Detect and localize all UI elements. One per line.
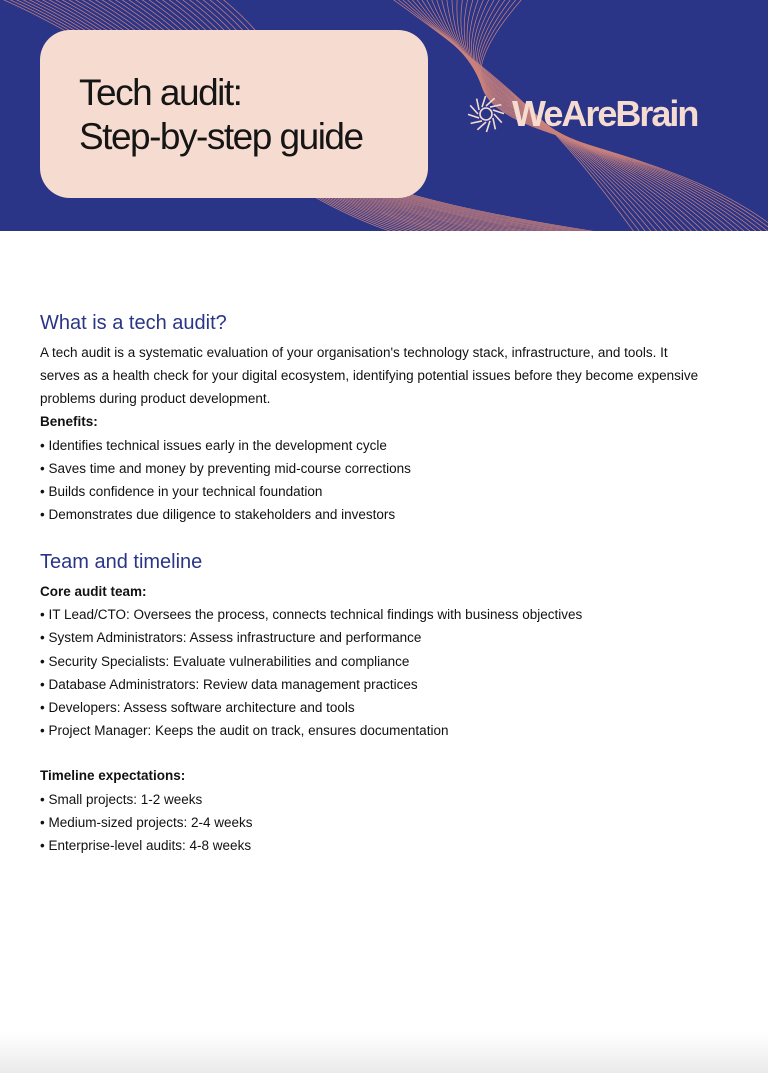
timeline-label: Timeline expectations: xyxy=(40,768,186,783)
intro-line: A tech audit is a systematic evaluation of your organisation's technology stack, infrastructure, and tools. It xyxy=(40,345,668,360)
list-item: • IT Lead/CTO: Oversees the process, connects technical findings with business objectives xyxy=(40,607,583,622)
logo-ray xyxy=(494,114,502,123)
list-item: • Identifies technical issues early in the development cycle xyxy=(40,438,387,453)
list-item: • Project Manager: Keeps the audit on track, ensures documentation xyxy=(40,723,449,738)
list-item: • Enterprise-level audits: 4-8 weeks xyxy=(40,838,252,853)
list-item: • Demonstrates due diligence to stakeholders and investors xyxy=(40,507,396,522)
logo-ray xyxy=(471,121,482,123)
logo-ray xyxy=(490,105,501,107)
list-item: • Developers: Assess software architecture and tools xyxy=(40,700,355,715)
intro-line: problems during product development. xyxy=(40,391,271,406)
header-banner xyxy=(0,0,768,231)
page-bottom-shadow xyxy=(0,1033,768,1073)
logo-ray xyxy=(477,99,479,110)
intro-line: serves as a health check for your digital ecosystem, identifying potential issues before they become expensive xyxy=(40,368,699,383)
list-item: • Database Administrators: Review data management practices xyxy=(40,677,418,692)
list-item: • Security Specialists: Evaluate vulnerabilities and compliance xyxy=(40,654,410,669)
logo-ray xyxy=(493,110,504,114)
list-item: • System Administrators: Assess infrastructure and performance xyxy=(40,630,422,645)
logo-ray xyxy=(477,122,486,130)
section-heading-what-is: What is a tech audit? xyxy=(40,312,227,334)
logo-ray xyxy=(482,96,486,107)
team-label: Core audit team: xyxy=(40,584,147,599)
logo-ray xyxy=(486,98,495,106)
list-item: • Builds confidence in your technical foundation xyxy=(40,484,323,499)
section-heading-team: Team and timeline xyxy=(40,551,203,573)
brand-name: WeAreBrain xyxy=(512,93,698,134)
logo-ray xyxy=(486,121,490,132)
starburst-logo-icon xyxy=(466,92,506,136)
page-title-line-2: Step-by-step guide xyxy=(79,116,363,157)
title-card xyxy=(40,30,428,198)
logo-ray xyxy=(493,118,495,129)
benefits-label: Benefits: xyxy=(40,414,98,429)
logo-ray xyxy=(470,105,478,114)
page-title-line-1: Tech audit: xyxy=(79,72,242,113)
list-item: • Medium-sized projects: 2-4 weeks xyxy=(40,815,253,830)
list-item: • Saves time and money by preventing mid-course corrections xyxy=(40,461,411,476)
list-item: • Small projects: 1-2 weeks xyxy=(40,792,203,807)
logo-ray xyxy=(468,114,479,118)
